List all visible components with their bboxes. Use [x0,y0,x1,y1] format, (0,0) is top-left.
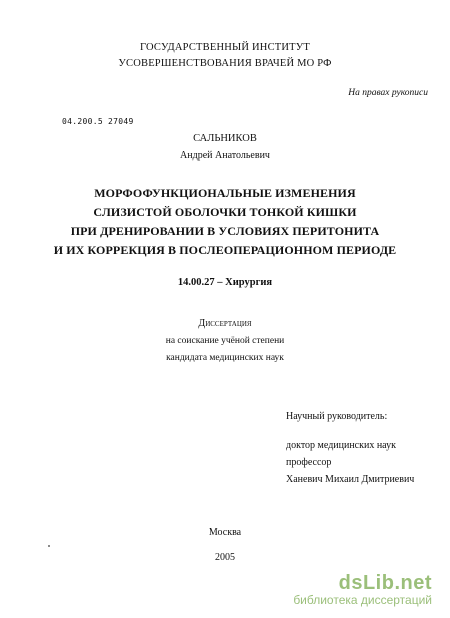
city: Москва [208,527,242,538]
institution-line-2: УСОВЕРШЕНСТВОВАНИЯ ВРАЧЕЙ МО РФ [118,58,332,69]
work-type-line-1: на соискание учёной степени [165,336,285,346]
work-type-line-2: кандидата медицинских наук [166,353,284,363]
work-type-heading: Диссертация [198,318,252,329]
watermark-subtitle: библиотека диссертаций [293,593,432,607]
author-first-names: Андрей Анатольевич [180,150,270,161]
institution-line-1: ГОСУДАРСТВЕННЫЙ ИНСТИТУТ [139,42,311,53]
title-line-1: МОРФОФУНКЦИОНАЛЬНЫЕ ИЗМЕНЕНИЯ [94,186,356,200]
supervisor-degree: доктор медицинских наук [286,440,396,451]
supervisor-name: Ханевич Михаил Дмитриевич [286,474,415,485]
supervisor-label: Научный руководитель: [286,411,388,422]
rights-note: На правах рукописи [348,88,428,98]
specialty: 14.00.27 – Хирургия [177,277,273,288]
watermark-logo: dsLib.net [338,572,432,594]
author-last-name: САЛЬНИКОВ [193,133,257,144]
title-line-4: И ИХ КОРРЕКЦИЯ В ПОСЛЕОПЕРАЦИОННОМ ПЕРИОДЕ [53,243,397,257]
title-line-2: СЛИЗИСТОЙ ОБОЛОЧКИ ТОНКОЙ КИШКИ [93,205,357,219]
registration-code: 04.200.5 27049 [62,117,134,126]
scan-speck [48,545,50,547]
year: 2005 [215,552,235,563]
supervisor-rank: профессор [286,457,332,468]
title-line-3: ПРИ ДРЕНИРОВАНИИ В УСЛОВИЯХ ПЕРИТОНИТА [70,224,380,238]
watermark [293,572,432,607]
